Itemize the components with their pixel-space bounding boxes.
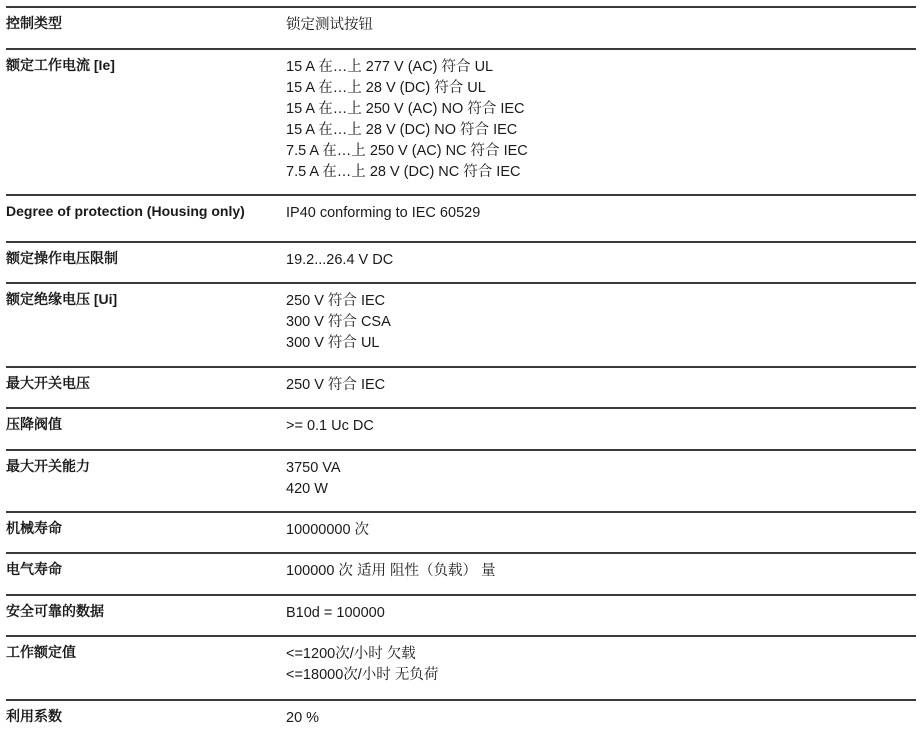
spec-values	[286, 50, 916, 183]
spec-label: 最大开关电压	[6, 375, 90, 391]
spec-row-max-switching-capacity	[6, 449, 916, 511]
spec-label: 控制类型	[6, 15, 62, 31]
spec-value: IP40 conforming to IEC 60529	[286, 205, 481, 221]
spec-value: 10000000 次	[286, 522, 370, 538]
spec-label: 额定操作电压限制	[6, 250, 118, 266]
spec-label: 工作额定值	[6, 644, 76, 660]
spec-label: 最大开关能力	[6, 458, 90, 474]
spec-row-rated-current	[6, 48, 916, 194]
spec-label: 利用系数	[6, 708, 62, 724]
spec-values	[286, 409, 916, 437]
spec-value: 15 A 在…上 28 V (DC) NO 符合 IEC	[286, 122, 518, 138]
spec-value: 15 A 在…上 277 V (AC) 符合 UL	[286, 59, 494, 75]
spec-value: 3750 VA	[286, 460, 341, 476]
spec-value: 15 A 在…上 28 V (DC) 符合 UL	[286, 80, 486, 96]
spec-label: 机械寿命	[6, 520, 62, 536]
spec-values	[286, 701, 916, 729]
spec-label: 安全可靠的数据	[6, 603, 104, 619]
spec-values	[286, 368, 916, 396]
spec-values	[286, 554, 916, 582]
spec-row-degree-of-protection	[6, 194, 916, 241]
spec-value: 7.5 A 在…上 250 V (AC) NC 符合 IEC	[286, 143, 528, 159]
spec-values	[286, 284, 916, 354]
spec-value: 15 A 在…上 250 V (AC) NO 符合 IEC	[286, 101, 525, 117]
spec-value: <=1200次/小时 欠载	[286, 646, 416, 662]
spec-row-operating-rate	[6, 635, 916, 699]
spec-value: 300 V 符合 UL	[286, 335, 380, 351]
spec-value: 100000 次 适用 阻性（负载） 量	[286, 563, 496, 579]
spec-row-operating-voltage-limits	[6, 241, 916, 282]
spec-row-control-type	[6, 6, 916, 48]
spec-value: 锁定测试按钮	[286, 17, 373, 33]
spec-row-max-switching-voltage	[6, 366, 916, 407]
spec-values	[286, 243, 916, 271]
spec-value: 19.2...26.4 V DC	[286, 252, 394, 268]
spec-value: >= 0.1 Uc DC	[286, 418, 374, 434]
spec-row-electrical-durability	[6, 552, 916, 594]
spec-row-safety-reliability-data	[6, 594, 916, 635]
spec-values	[286, 513, 916, 541]
spec-row-insulation-voltage	[6, 282, 916, 366]
spec-label: 压降阀值	[6, 416, 62, 432]
spec-values	[286, 8, 916, 36]
spec-row-voltage-drop-threshold	[6, 407, 916, 449]
spec-label: 额定工作电流 [Ie]	[6, 57, 115, 73]
spec-values	[286, 596, 916, 624]
spec-label: 电气寿命	[6, 561, 62, 577]
spec-label: 额定绝缘电压 [Ui]	[6, 291, 118, 307]
spec-row-mechanical-durability	[6, 511, 916, 552]
spec-value: 7.5 A 在…上 28 V (DC) NC 符合 IEC	[286, 164, 521, 180]
spec-value: <=18000次/小时 无负荷	[286, 667, 439, 683]
spec-row-utilisation-coefficient	[6, 699, 916, 737]
spec-value: B10d = 100000	[286, 605, 385, 621]
spec-value: 20 %	[286, 710, 320, 726]
spec-values	[286, 196, 916, 224]
spec-values	[286, 451, 916, 500]
spec-value: 420 W	[286, 481, 328, 497]
spec-label: Degree of protection (Housing only)	[6, 203, 245, 219]
spec-table	[6, 6, 916, 737]
spec-value: 250 V 符合 IEC	[286, 293, 386, 309]
spec-value: 300 V 符合 CSA	[286, 314, 391, 330]
spec-values	[286, 637, 916, 686]
spec-value: 250 V 符合 IEC	[286, 377, 386, 393]
